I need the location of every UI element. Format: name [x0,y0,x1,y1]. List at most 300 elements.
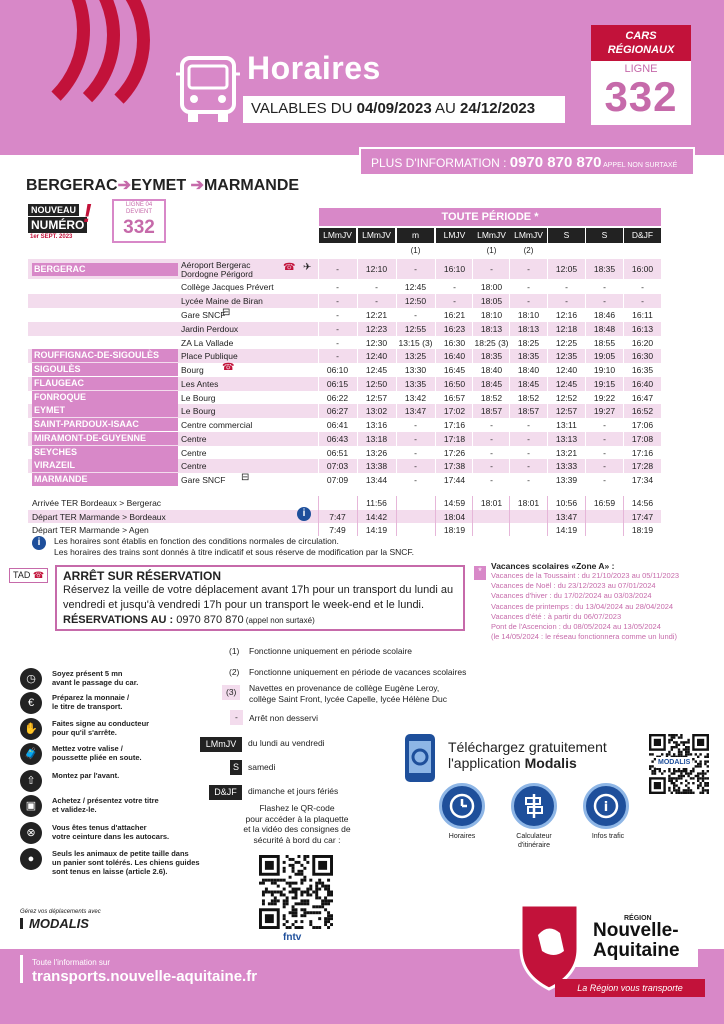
city-label: VIRAZEIL [32,459,178,472]
time-cell: - [414,447,417,458]
time-cell: 16:35 [631,364,654,375]
column-divider [547,496,548,536]
time-cell: 12:50 [365,378,388,389]
time-cell: 16:40 [443,350,466,361]
reservation-box [55,565,465,631]
column-divider [509,496,510,536]
rule-text: Achetez / présentez votre titre et validez-le. [52,796,159,814]
time-cell: 12:30 [365,337,388,348]
legend-day-s-text: samedi [248,762,276,772]
ter-time-cell: 11:56 [366,498,387,508]
holiday-line: Vacances d'hiver : du 17/02/2024 au 03/03/2024 [491,591,652,601]
column-divider [318,496,319,536]
ter-time-cell: 7:47 [329,512,346,522]
stop-name: Centre [181,461,207,471]
column-divider [435,259,436,487]
stop-name: Dordogne Périgord [181,269,253,279]
time-cell: 18:05 [480,295,503,306]
time-cell: 12:45 [555,378,578,389]
time-cell: 18:10 [517,309,540,320]
time-cell: - [603,433,606,444]
stop-name: Les Antes [181,379,219,389]
school-holidays: Vacances scolaires «Zone A» : Vacances de la Toussaint : du 21/10/2023 au 05/11/2023 Vacances de Noël : du 23/12/2023 au 07/01/2024 Vacances d'hiver : du 17/02/2024 au 03/03/2024 Vacances de printemps : du 13/04/2024 au 28/04/2024 Vacances d'été : à partir du 06/07/2023 Pont de l'Ascencion : du 08/05/2024 au 13/05/2024 (le 14/05/2024 : le réseau fonctionnera comme un lundi) [491,561,721,642]
time-cell: 06:22 [326,392,349,403]
app-download-title: Téléchargez gratuitement l'application Modalis [448,739,607,771]
ter-time-cell: 13:47 [555,512,578,522]
ligne-label: LIGNE [624,63,658,75]
time-cell: - [641,281,644,292]
column-header: S [548,228,585,243]
column-divider [357,259,358,487]
stop-name: Centre [181,434,207,444]
time-cell: 17:16 [631,447,654,458]
ter-label: Départ TER Marmande > Bordeaux [32,512,166,522]
time-cell: 16:30 [631,350,654,361]
time-cell: 12:40 [555,364,578,375]
legend-day-lmmjv-text: du lundi au vendredi [248,738,325,748]
time-cell: - [414,264,417,274]
column-header: LMmJV [473,228,510,243]
time-cell: 18:46 [593,309,616,320]
holiday-line: Vacances de Noël : du 23/12/2023 au 07/01/2024 [491,581,656,591]
ter-time-cell: 14:42 [365,512,388,522]
time-cell: - [414,309,417,320]
time-cell: - [490,460,493,471]
footer-caption: Toute l'information sur [32,958,111,967]
legend-day-djf-text: dimanche et jours fériés [248,786,339,796]
footer-divider [20,955,23,983]
new-number-badge: NOUVEAU NUMÉRO 1er SEPT. 2023 ! [30,198,92,240]
itinerary-icon[interactable] [511,783,557,829]
info-phone-bar[interactable]: PLUS D'INFORMATION : 0970 870 870 APPEL NON SURTAXÉ [359,147,695,176]
line-change-badge: LIGNE 04 DEVIENT 332 [112,199,166,243]
svg-text:i: i [603,800,609,815]
time-cell: - [414,460,417,471]
time-cell: 12:45 [404,281,427,292]
legend-day-djf: D&JF [209,785,242,800]
rule-text: Montez par l'avant. [52,771,120,780]
time-cell: 06:41 [326,419,349,430]
time-cell: 12:10 [365,264,388,274]
ter-label: Départ TER Marmande > Agen [32,525,149,535]
ter-time-cell: 18:19 [443,525,466,535]
time-cell: 06:10 [326,364,349,375]
time-cell: - [336,323,339,334]
time-cell: - [603,460,606,471]
time-cell: 19:10 [593,364,616,375]
time-cell: 13:47 [404,405,427,416]
time-cell: 13:26 [365,447,388,458]
time-cell: - [336,295,339,306]
time-cell: 18:55 [593,337,616,348]
time-cell: - [565,281,568,292]
column-header: LMmJV [358,228,395,243]
time-cell: 13:11 [556,419,577,430]
rule-text: Seuls les animaux de petite taille dans un panier sont tolérés. Les chiens guides sont tenus en laisse (article 2.6). [52,849,200,876]
stop-name: Centre commercial [181,420,253,430]
city-label: ROUFFIGNAC-DE-SIGOULÈS [32,349,178,362]
stop-name: Le Bourg [181,393,216,403]
ter-label: Arrivée TER Bordeaux > Bergerac [32,498,162,508]
info-icon: i [32,536,46,550]
footer-url-link[interactable]: transports.nouvelle-aquitaine.fr [32,968,258,985]
train-icon: ⊟ [222,307,231,318]
column-divider [396,496,397,536]
time-cell: 19:22 [593,392,616,403]
decorative-swoosh [0,0,150,130]
safety-qr-code[interactable] [259,855,333,929]
stop-name: Gare SNCF [181,310,226,320]
time-cell: 12:35 [555,350,578,361]
time-cell: 16:57 [443,392,466,403]
column-divider [472,259,473,487]
horaires-icon[interactable] [439,783,485,829]
modalis-phone-icon [404,733,436,783]
time-cell: 16:50 [443,378,466,389]
app-feature-label: Infos trafic [591,833,625,840]
time-cell: 12:05 [555,264,578,274]
legend-2-text: Fonctionne uniquement en période de vacances scolaires [249,667,467,677]
time-cell: 07:03 [326,460,349,471]
time-cell: 07:09 [326,474,349,485]
route-title: BERGERAC➔EYMET ➔MARMANDE [26,177,300,194]
time-cell: 17:16 [443,419,466,430]
stop-name: Le Bourg [181,406,216,416]
phone-icon: ☎ [283,262,296,273]
time-cell: 12:52 [555,392,578,403]
city-label: MARMANDE [32,473,178,486]
column-header: LMmJV [510,228,547,243]
time-cell: 16:30 [443,337,466,348]
ter-time-cell: 14:59 [443,498,466,508]
page-title: Horaires [247,50,381,86]
time-cell: 06:15 [326,378,349,389]
legend-2-num: (2) [229,667,240,677]
time-cell: 13:33 [555,460,578,471]
stop-name: ZA La Vallade [181,338,234,348]
column-divider [318,259,319,487]
time-cell: 16:00 [631,264,654,274]
pet-icon: ● [20,848,42,870]
time-cell: 16:11 [632,309,653,320]
time-cell: 17:26 [443,447,466,458]
time-cell: - [490,419,493,430]
column-divider [623,496,624,536]
time-cell: - [490,474,493,485]
time-cell: 16:47 [631,392,654,403]
time-cell: - [527,447,530,458]
time-cell: 13:13 [555,433,578,444]
time-cell: - [565,295,568,306]
time-cell: - [527,281,530,292]
time-cell: - [527,295,530,306]
time-cell: 16:13 [631,323,654,334]
time-cell: 13:21 [555,447,578,458]
board-front-icon: ⇧ [20,770,42,792]
time-cell: - [603,419,606,430]
time-cell: 17:44 [443,474,466,485]
time-cell: 13:16 [365,419,388,430]
column-divider [585,496,586,536]
legend-3-text: Navettes en provenance de collège Eugène Leroy, collège Saint Front, lycée Capelle, lycée Hélène Duc [249,683,447,704]
rule-text: Préparez la monnaie / le titre de transport. [52,693,130,711]
ter-time-cell: 7:49 [329,525,346,535]
column-header: D&JF [624,228,661,243]
plane-icon: ✈ [303,262,312,273]
period-header: TOUTE PÉRIODE * [319,208,661,226]
ter-time-cell: 18:01 [517,498,540,508]
time-cell: 18:45 [517,378,540,389]
city-label: SAINT-PARDOUX-ISAAC [32,418,178,431]
region-name: Nouvelle- Aquitaine [593,920,680,961]
time-cell: 16:23 [443,323,466,334]
seatbelt-icon: ⊗ [20,822,42,844]
time-cell: 18:13 [480,323,503,334]
time-cell: - [527,474,530,485]
column-divider [585,259,586,487]
time-cell: 12:50 [404,295,427,306]
time-cell: - [453,281,456,292]
time-cell: 18:35 [517,350,540,361]
time-cell: 19:05 [593,350,616,361]
timetable-note-1: Les horaires sont établis en fonction des conditions normales de circulation. [54,536,339,546]
fntv-logo: fntv [283,932,302,943]
clock-icon: ◷ [20,668,42,690]
modalis-managed-text: Gérez vos déplacements avec [20,909,101,915]
time-cell: - [453,295,456,306]
time-cell: 16:40 [631,378,654,389]
time-cell: 12:21 [365,309,388,320]
city-label: EYMET [32,404,178,417]
city-label: MIRAMONT-DE-GUYENNE [32,432,178,445]
time-cell: 18:35 [593,264,616,274]
city-label: FLAUGEAC [32,377,178,390]
rule-text: Faites signe au conducteur pour qu'il s'arrête. [52,719,150,737]
ter-time-cell: 16:59 [593,498,616,508]
time-cell: - [414,419,417,430]
legend-1-text: Fonctionne uniquement en période scolaire [249,646,413,656]
region-small-label: RÉGION [624,915,652,922]
stop-name: Gare SNCF [181,475,226,485]
column-divider [472,496,473,536]
time-cell: 18:57 [480,405,503,416]
time-cell: 18:52 [517,392,540,403]
time-cell: 13:39 [555,474,578,485]
tad-label: TAD ☎ [9,568,48,583]
time-cell: 13:44 [365,474,388,485]
column-header: m [397,228,434,243]
time-cell: 13:25 [404,350,427,361]
time-cell: 12:18 [555,323,578,334]
ter-time-cell: 18:01 [480,498,503,508]
legend-dash-text: Arrêt non desservi [249,713,318,723]
header-banner [0,0,724,155]
time-cell: 17:06 [631,419,654,430]
time-cell: 12:16 [555,309,578,320]
app-feature-label: Calculateur d'itinéraire [516,833,552,849]
holiday-line: Vacances de printemps : du 13/04/2024 au 28/04/2024 [491,601,674,611]
time-cell: 17:28 [631,460,654,471]
time-cell: 19:27 [593,405,616,416]
time-cell: 18:40 [517,364,540,375]
time-cell: 06:27 [326,405,349,416]
time-cell: 06:43 [326,433,349,444]
column-header: S [586,228,623,243]
time-cell: 17:08 [631,433,654,444]
time-cell: 18:52 [480,392,503,403]
time-cell: - [490,264,493,274]
time-cell: 16:52 [631,405,654,416]
legend-3-num: (3) [222,685,240,700]
city-label: FONROQUE [32,391,178,404]
time-cell: - [603,474,606,485]
region-slogan: La Région vous transporte [555,979,705,997]
ter-time-cell: 14:56 [631,498,654,508]
time-cell: 13:15 (3) [398,337,433,348]
time-cell: 12:23 [365,323,388,334]
column-divider [396,259,397,487]
stop-name: Place Publique [181,351,238,361]
time-cell: 06:51 [326,447,349,458]
time-cell: - [603,281,606,292]
holiday-line: Pont de l'Ascencion : du 08/05/2024 au 13/05/2024 [491,622,661,632]
time-cell: 12:57 [365,392,388,403]
column-divider [357,496,358,536]
ter-time-cell: 18:19 [631,525,654,535]
column-divider [435,496,436,536]
time-cell: - [490,433,493,444]
ter-time-cell: 14:19 [365,525,388,535]
rule-text: Mettez votre valise / poussette pliée en soute. [52,744,142,762]
time-cell: 13:02 [365,405,388,416]
time-cell: 18:57 [517,405,540,416]
column-note: (2) [523,246,534,255]
time-cell: - [414,433,417,444]
time-cell: 13:30 [404,364,427,375]
time-cell: - [603,447,606,458]
time-cell: - [336,281,339,292]
time-cell: 13:42 [404,392,427,403]
time-cell: 13:38 [365,460,388,471]
stop-name: Lycée Maine de Biran [181,296,263,306]
legend-day-lmmjv: LMmJV [200,737,242,752]
stop-name: Centre [181,448,207,458]
modalis-qr-brand: MODALIS [658,759,691,766]
time-cell: 18:25 (3) [474,337,509,348]
ter-time-cell: 10:56 [555,498,578,508]
time-cell: - [527,419,530,430]
legend-1-num: (1) [229,646,240,656]
hand-icon: ✋ [20,718,42,740]
stop-name: Jardin Perdoux [181,324,239,334]
holiday-line: Vacances d'été : à partir du 06/07/2023 [491,611,622,621]
bus-icon [176,54,240,126]
time-cell: - [336,309,339,320]
time-cell: - [336,350,339,361]
stop-name: Aéroport Bergerac [181,260,251,270]
time-cell: 18:10 [480,309,503,320]
ter-time-cell: 14:19 [555,525,578,535]
time-cell: 17:02 [443,405,466,416]
column-header: LMmJV [319,228,356,243]
time-cell: 13:35 [404,378,427,389]
column-divider [509,259,510,487]
city-label: SEYCHES [32,446,178,459]
time-cell: 16:10 [443,264,466,274]
reservation-title: ARRÊT SUR RÉSERVATION [63,569,222,583]
time-cell: - [414,474,417,485]
time-cell: 19:15 [593,378,616,389]
line-number-box [591,25,691,125]
cars-regionaux-label: CARS RÉGIONAUX [591,25,691,61]
time-cell: - [490,447,493,458]
time-cell: 18:48 [593,323,616,334]
validity-period: VALABLES DU 04/09/2023 AU 24/12/2023 [243,96,565,123]
column-note: (1) [486,246,497,255]
time-cell: 12:40 [365,350,388,361]
modalis-logo: MODALIS [20,918,89,929]
time-cell: 16:45 [443,364,466,375]
city-label: SIGOULÈS [32,363,178,376]
column-header: LMJV [436,228,473,243]
luggage-icon: 🧳 [20,743,42,765]
legend-day-s: S [230,760,242,775]
time-cell: 17:18 [443,433,466,444]
ticket-icon: ▣ [20,795,42,817]
rule-text: Soyez présent 5 mn avant le passage du car. [52,669,139,687]
app-feature-label: Horaires [448,833,476,840]
time-cell: 16:21 [443,309,466,320]
traffic-info-icon[interactable] [583,783,629,829]
city-label: BERGERAC [32,263,178,276]
time-cell: 16:20 [631,337,654,348]
time-cell: - [603,295,606,306]
phone-icon: ☎ [222,362,235,373]
time-cell: 18:25 [517,337,540,348]
time-cell: 13:18 [365,433,388,444]
time-cell: - [641,295,644,306]
stop-name: Bourg [181,365,204,375]
reservation-text: Réservez la veille de votre déplacement avant 17h pour un transport du lundi au vendredi et jusqu'à vendredi 17h pour un transport le week-end et le lundi. RÉSERVATIONS AU : 0970 870 870 (appel non surtaxé) [63,584,454,626]
time-cell: - [375,295,378,306]
qr-caption: Flashez le QR-code pour accéder à la plaquette et la vidéo des consignes de sécurité à bord du car : [243,803,351,845]
time-cell: - [527,460,530,471]
stop-name: Collège Jacques Prévert [181,282,274,292]
time-cell: 18:00 [480,281,503,292]
time-cell: 18:45 [480,378,503,389]
time-cell: - [375,281,378,292]
time-cell: - [336,264,339,274]
time-cell: 18:35 [480,350,503,361]
info-icon: i [297,507,311,521]
time-cell: - [336,337,339,348]
time-cell: 18:13 [517,323,540,334]
column-divider [547,259,548,487]
time-cell: 12:57 [555,405,578,416]
rule-text: Vous êtes tenus d'attacher votre ceinture dans les autocars. [52,823,170,841]
time-cell: 12:55 [404,323,427,334]
ligne-number: 332 [604,73,678,120]
column-divider [623,259,624,487]
time-cell: 12:45 [365,364,388,375]
time-cell: - [527,264,530,274]
holiday-line: Vacances de la Toussaint : du 21/10/2023 au 05/11/2023 [491,571,680,580]
time-cell: 17:38 [443,460,466,471]
time-cell: 17:34 [631,474,654,485]
timetable-note-2: Les horaires des trains sont donnés à titre indicatif et sous réserve de modification par la SNCF. [54,547,415,557]
asterisk-marker: * [474,566,486,580]
time-cell: - [527,433,530,444]
